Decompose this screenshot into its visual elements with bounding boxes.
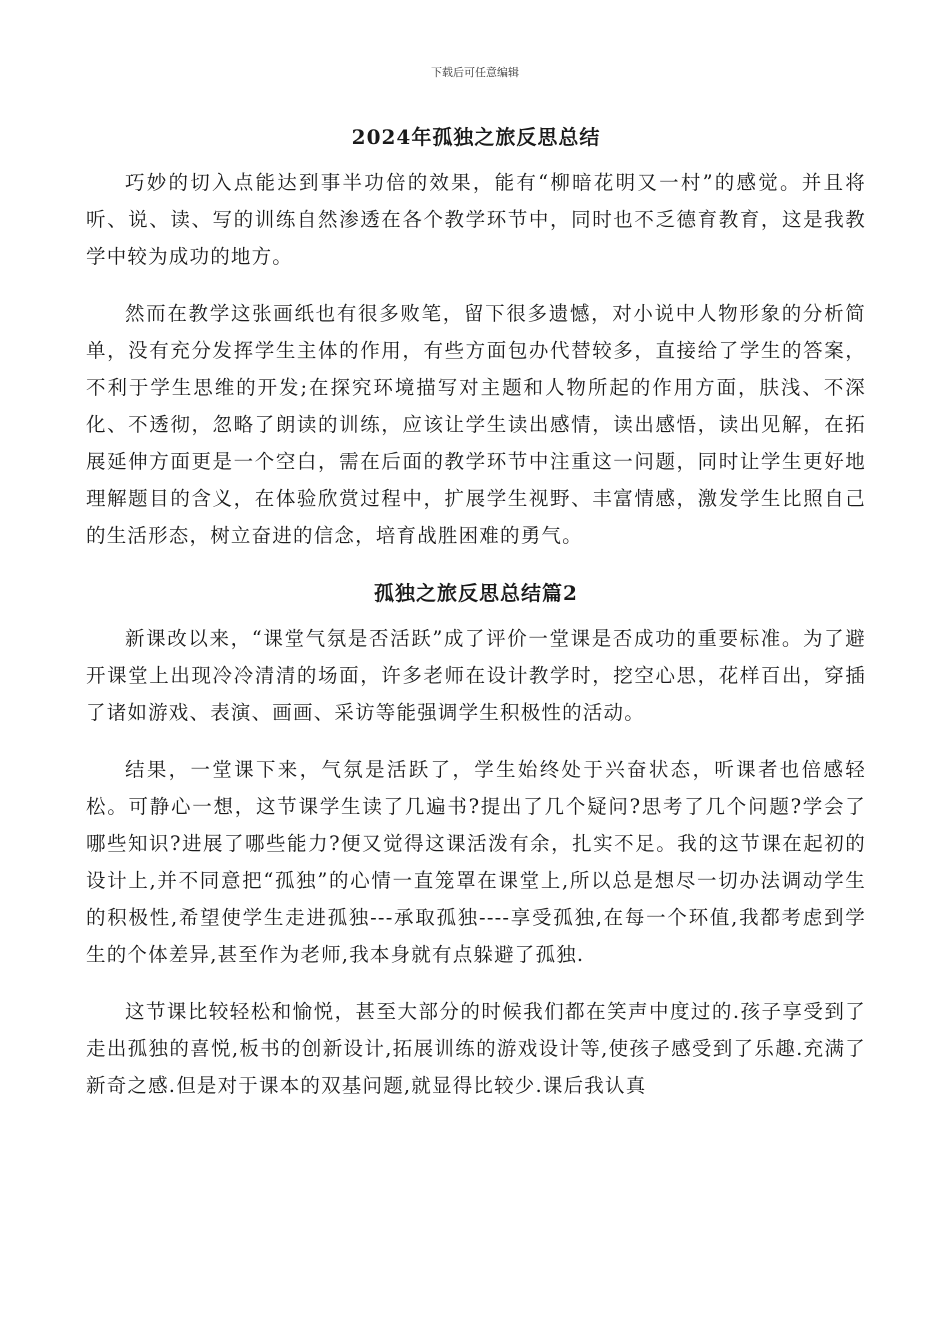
paragraph: 结果，一堂课下来，气氛是活跃了，学生始终处于兴奋状态，听课者也倍感轻松。可静心一想，这节课学生读了几遍书?提出了几个疑问?思考了几个问题?学会了哪些知识?进展了哪些能力?便又觉得这课活泼有余，扎实不足。我的这节课在起初的设计上,并不同意把“孤独”的心情一直笼罩在课堂上,所以总是想尽一切办法调动学生的积极性,希望使学生走进孤独---承取孤独----享受孤独,在每一个环值,我都考虑到学生的个体差异,甚至作为老师,我本身就有点躲避了孤独. [86,758,866,966]
paragraph: 新课改以来，“课堂气氛是否活跃”成了评价一堂课是否成功的重要标准。为了避开课堂上出现冷冷清清的场面，许多老师在设计教学时，挖空心思，花样百出，穿插了诸如游戏、表演、画画、采访等能强调学生积极性的活动。 [86,627,866,724]
document-body [86,118,866,1124]
header-note: 下载后可任意编辑 [431,66,519,79]
paragraph: 这节课比较轻松和愉悦，甚至大部分的时候我们都在笑声中度过的.孩子享受到了走出孤独的喜悦,板书的创新设计,拓展训练的游戏设计等,使孩子感受到了乐趣.充满了新奇之感.但是对于课本的双基问题,就显得比较少.课后我认真 [86,1000,866,1097]
paragraph: 然而在教学这张画纸也有很多败笔，留下很多遗憾，对小说中人物形象的分析简单，没有充分发挥学生主体的作用，有些方面包办代替较多，直接给了学生的答案，不利于学生思维的开发;在探究环境描写对主题和人物所起的作用方面，肤浅、不深化、不透彻，忽略了朗读的训练，应该让学生读出感情，读出感悟，读出见解，在拓展延伸方面更是一个空白，需在后面的教学环节中注重这一问题，同时让学生更好地理解题目的含义，在体验欣赏过程中，扩展学生视野、丰富情感，激发学生比照自己的生活形态，树立奋进的信念，培育战胜困难的勇气。 [86,302,866,547]
section-heading: 孤独之旅反思总结篇2 [374,581,578,605]
paragraph: 巧妙的切入点能达到事半功倍的效果，能有“柳暗花明又一村”的感觉。并且将听、说、读、写的训练自然渗透在各个教学环节中，同时也不乏德育教育，这是我教学中较为成功的地方。 [86,171,866,268]
document-title: 2024年孤独之旅反思总结 [351,125,601,149]
